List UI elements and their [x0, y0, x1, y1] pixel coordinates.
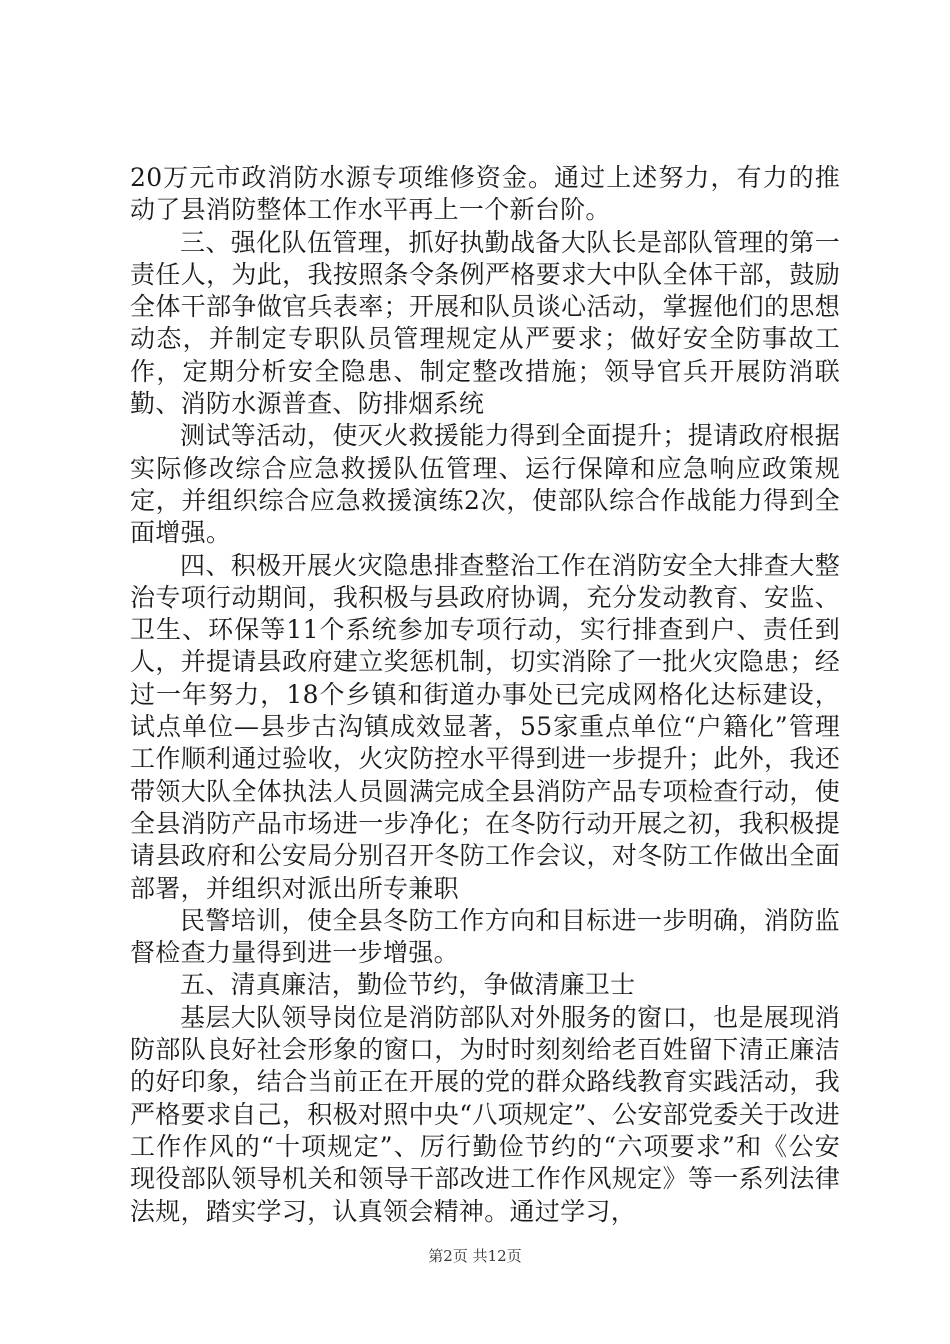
paragraph-7: 基层大队领导岗位是消防部队对外服务的窗口，也是展现消防部队良好社会形象的窗口，为时时刻刻给老百姓留下清正廉洁的好印象，结合当前正在开展的党的群众路线教育实践活动，我严格要求自己，积极对照中央“八项规定”、公安部党委关于改进工作作风的“十项规定”、厉行勤俭节约的“六项要求”和《公安现役部队领导机关和领导干部改进工作作风规定》等一系列法律法规，踏实学习，认真领会精神。通过学习， [130, 1002, 840, 1226]
paragraph-5: 民警培训，使全县冬防工作方向和目标进一步明确，消防监督检查力量得到进一步增强。 [130, 905, 840, 968]
page-number-label: 第2页 共12页 [428, 1247, 522, 1265]
page-footer [0, 1245, 950, 1266]
paragraph-2: 三、强化队伍管理，抓好执勤战备大队长是部队管理的第一责任人，为此，我按照条令条例严格要求大中队全体干部，鼓励全体干部争做官兵表率；开展和队员谈心活动，掌握他们的思想动态，并制定专职队员管理规定从严要求；做好安全防事故工作，定期分析安全隐患、制定整改措施；领导官兵开展防消联勤、消防水源普查、防排烟系统 [130, 227, 840, 419]
paragraph-1: 20万元市政消防水源专项维修资金。通过上述努力，有力的推动了县消防整体工作水平再上一个新台阶。 [130, 163, 840, 225]
paragraph-6: 五、清真廉洁，勤俭节约，争做清廉卫士 [180, 970, 636, 1000]
document-body [130, 162, 840, 1228]
paragraph-3: 测试等活动，使灭火救援能力得到全面提升；提请政府根据实际修改综合应急救援队伍管理、运行保障和应急响应政策规定，并组织综合应急救援演练2次，使部队综合作战能力得到全面增强。 [130, 421, 840, 548]
paragraph-4: 四、积极开展火灾隐患排查整治工作在消防安全大排查大整治专项行动期间，我积极与县政府协调，充分发动教育、安监、卫生、环保等11个系统参加专项行动，实行排查到户、责任到人，并提请县政府建立奖惩机制，切实消除了一批火灾隐患；经过一年努力，18个乡镇和街道办事处已完成网格化达标建设，试点单位—县步古沟镇成效显著，55家重点单位“户籍化”管理工作顺利通过验收，火灾防控水平得到进一步提升；此外，我还带领大队全体执法人员圆满完成全县消防产品专项检查行动，使全县消防产品市场进一步净化；在冬防行动开展之初，我积极提请县政府和公安局分别召开冬防工作会议，对冬防工作做出全面部署，并组织对派出所专兼职 [130, 550, 840, 903]
